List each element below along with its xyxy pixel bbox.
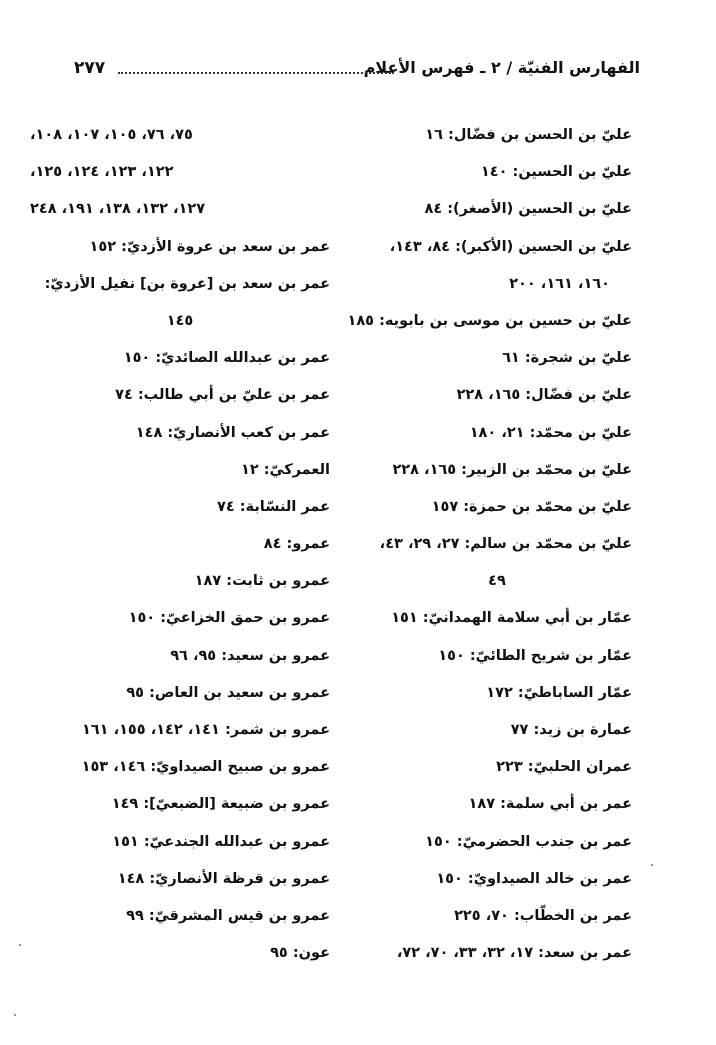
index-entry: عليّ بن شجرة: ٦١ — [502, 350, 632, 367]
index-entry: عمرو بن شمر: ١٤١، ١٤٢، ١٥٥، ١٦١ — [81, 722, 330, 738]
index-entry: عليّ بن الحسين (الأصغر): ٨٤ — [424, 201, 632, 218]
index-entry: عمّار بن أبي سلامة الهمدانيّ: ١٥١ — [391, 610, 632, 627]
index-entry-continuation: ٧٥، ٧٦، ١٠٥، ١٠٧، ١٠٨، — [30, 127, 193, 143]
index-entry: عمرو بن عبدالله الجندعيّ: ١٥١ — [112, 833, 330, 850]
page-number: ٢٧٧ — [74, 58, 106, 78]
index-entry: عمران الحلبيّ: ٢٢٣ — [496, 759, 632, 776]
index-entry: العمركيّ: ١٢ — [241, 461, 330, 478]
index-entry: عمرو: ٨٤ — [263, 536, 330, 553]
index-entry: عمر بن خالد الصيداويّ: ١٥٠ — [436, 870, 632, 887]
index-entry: عمارة بن زيد: ٧٧ — [510, 722, 632, 738]
index-entry: عمرو بن قرظة الأنصاريّ: ١٤٨ — [117, 870, 330, 887]
index-entry: عمرو بن قيس المشرقيّ: ٩٩ — [126, 907, 330, 924]
scan-speck — [19, 944, 21, 946]
index-entry: عليّ بن محمّد بن حمزة: ١٥٧ — [431, 498, 632, 515]
index-entry-continuation: ١٢٧، ١٣٢، ١٣٨، ١٩١، ٢٤٨ — [30, 201, 206, 218]
index-entry: عمرو بن ثابت: ١٨٧ — [194, 573, 330, 590]
index-entry: عمر النسّابة: ٧٤ — [216, 498, 330, 515]
index-entry-continuation: ١٤٥ — [166, 312, 194, 329]
index-column-right — [347, 117, 632, 972]
index-entry: عليّ بن الحسين (الأكبر): ٨٤، ١٤٣، — [389, 238, 632, 255]
index-entry-continuation: ٤٩ — [488, 573, 506, 590]
index-entry: عليّ بن محمّد بن الزبير: ١٦٥، ٢٢٨ — [392, 461, 632, 478]
index-entry: عمرو بن حمق الخزاعيّ: ١٥٠ — [128, 610, 330, 627]
index-entry: عليّ بن حسين بن موسى بن بابويه: ١٨٥ — [347, 312, 632, 329]
dot-leader — [118, 72, 394, 74]
page-header — [74, 58, 640, 88]
index-entry: عمر بن سعد بن [عروة بن] نفيل الأزديّ: — [44, 275, 330, 292]
index-entry: عليّ بن محمّد بن سالم: ٢٧، ٢٩، ٤٣، — [379, 536, 632, 553]
index-entry: عمّار الساباطيّ: ١٧٢ — [486, 684, 632, 701]
index-entry: عمرو بن صبيح الصيداويّ: ١٤٦، ١٥٣ — [81, 759, 330, 776]
index-entry: عمر بن كعب الأنصاريّ: ١٤٨ — [135, 424, 330, 441]
index-entry: عمرو بن سعيد: ٩٥، ٩٦ — [170, 647, 330, 664]
scan-speck — [14, 1014, 16, 1016]
index-entry: عمر بن عليّ بن أبي طالب: ٧٤ — [115, 387, 330, 404]
index-entry: عون: ٩٥ — [270, 945, 330, 962]
index-entry: عليّ بن الحسن بن فضّال: ١٦ — [425, 127, 632, 143]
index-entry-continuation: ١٢٢، ١٢٣، ١٢٤، ١٢٥، — [30, 164, 174, 181]
index-entry: عمرو بن ضبيعة [الضبعيّ]: ١٤٩ — [111, 796, 330, 813]
index-entry: عمر بن سعد بن عروة الأزديّ: ١٥٢ — [89, 238, 330, 255]
index-column-left — [30, 117, 330, 972]
index-entry: عمر بن أبي سلمة: ١٨٧ — [468, 796, 632, 813]
index-entry: عليّ بن فضّال: ١٦٥، ٢٢٨ — [456, 387, 632, 404]
index-entry: عمر بن جندب الحضرميّ: ١٥٠ — [425, 833, 632, 850]
index-entry: عمرو بن سعيد بن العاص: ٩٥ — [126, 684, 330, 701]
index-entry: عليّ بن الحسين: ١٤٠ — [480, 164, 632, 181]
index-entry: عمّار بن شريح الطائيّ: ١٥٠ — [438, 647, 632, 664]
index-entry: عليّ بن محمّد: ٢١، ١٨٠ — [469, 424, 632, 441]
scan-speck — [651, 864, 653, 866]
index-entry-continuation: ١٦٠، ١٦١، ٢٠٠ — [509, 275, 610, 292]
index-entry: عمر بن الخطّاب: ٧٠، ٢٢٥ — [454, 907, 632, 924]
index-entry: عمر بن عبدالله الصائديّ: ١٥٠ — [123, 350, 330, 367]
running-title: الفهارس الفنيّة / ٢ ـ فهرس الأعلام — [363, 58, 640, 77]
index-entry: عمر بن سعد: ١٧، ٣٢، ٣٣، ٧٠، ٧٢، — [396, 945, 632, 962]
